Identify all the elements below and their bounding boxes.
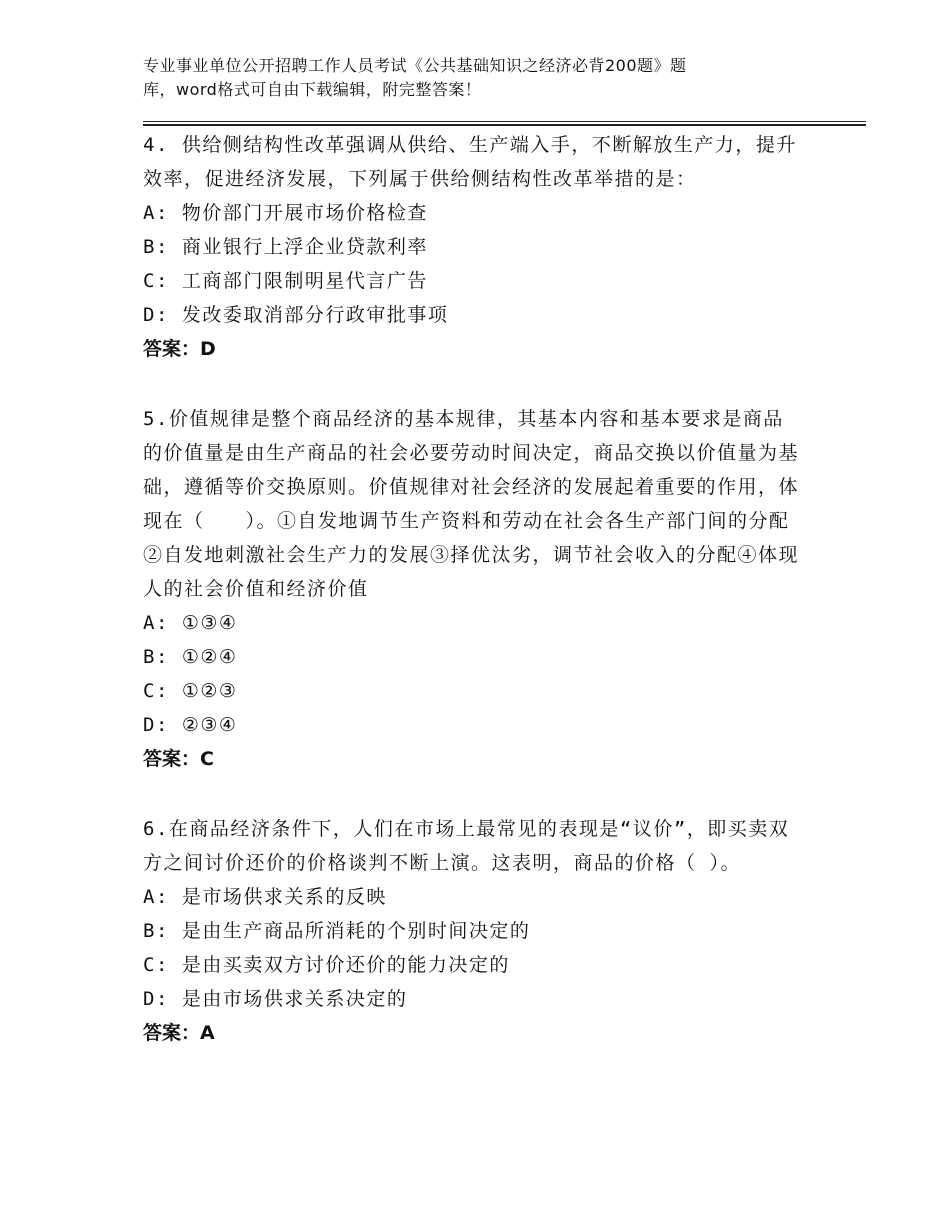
option-d: D: 是由市场供求关系决定的: [143, 988, 408, 1010]
question-text: 5.价值规律是整个商品经济的基本规律，其基本内容和基本要求是商品的价值量是由生产商品的社会必要劳动时间决定，商品交换以价值量为基础，遵循等价交换原则。价值规律对社会经济的发展起着重要的作用，体现在（ ）。①自发地调节生产资料和劳动在社会各生产部门间的分配②自发地刺激社会生产力的发展③择优汰劣，调节社会收入的分配④体现人的社会价值和经济价值: [143, 408, 800, 600]
option-b: B: 商业银行上浮企业贷款利率: [143, 236, 428, 258]
header-line-2: 库，word格式可自由下载编辑，附完整答案！: [143, 80, 482, 99]
answer-label: 答案：C: [143, 748, 214, 770]
option-b: B: ①②④: [143, 646, 238, 668]
question-list: [143, 128, 803, 1086]
question-6: [143, 812, 803, 1050]
option-d: D: ②③④: [143, 714, 238, 736]
answer-label: 答案：D: [143, 338, 216, 360]
option-c: C: 是由买卖双方讨价还价的能力决定的: [143, 954, 510, 976]
option-a: A: 是市场供求关系的反映: [143, 886, 387, 908]
option-a: A: 物价部门开展市场价格检查: [143, 202, 428, 224]
option-d: D: 发改委取消部分行政审批事项: [143, 304, 449, 326]
question-text: 6.在商品经济条件下，人们在市场上最常见的表现是“议价”，即买卖双方之间讨价还价的价格谈判不断上演。这表明，商品的价格（ ）。: [143, 818, 790, 874]
header-divider: [143, 121, 866, 126]
answer-label: 答案：A: [143, 1022, 215, 1044]
document-header: [143, 54, 783, 102]
question-4: [143, 128, 803, 366]
option-b: B: 是由生产商品所消耗的个别时间决定的: [143, 920, 531, 942]
option-a: A: ①③④: [143, 612, 238, 634]
option-c: C: 工商部门限制明星代言广告: [143, 270, 428, 292]
header-line-1: 专业事业单位公开招聘工作人员考试《公共基础知识之经济必背200题》题: [143, 56, 687, 75]
question-5: [143, 402, 803, 776]
option-c: C: ①②③: [143, 680, 238, 702]
question-text: 4. 供给侧结构性改革强调从供给、生产端入手，不断解放生产力，提升效率，促进经济发展，下列属于供给侧结构性改革举措的是：: [143, 134, 797, 190]
